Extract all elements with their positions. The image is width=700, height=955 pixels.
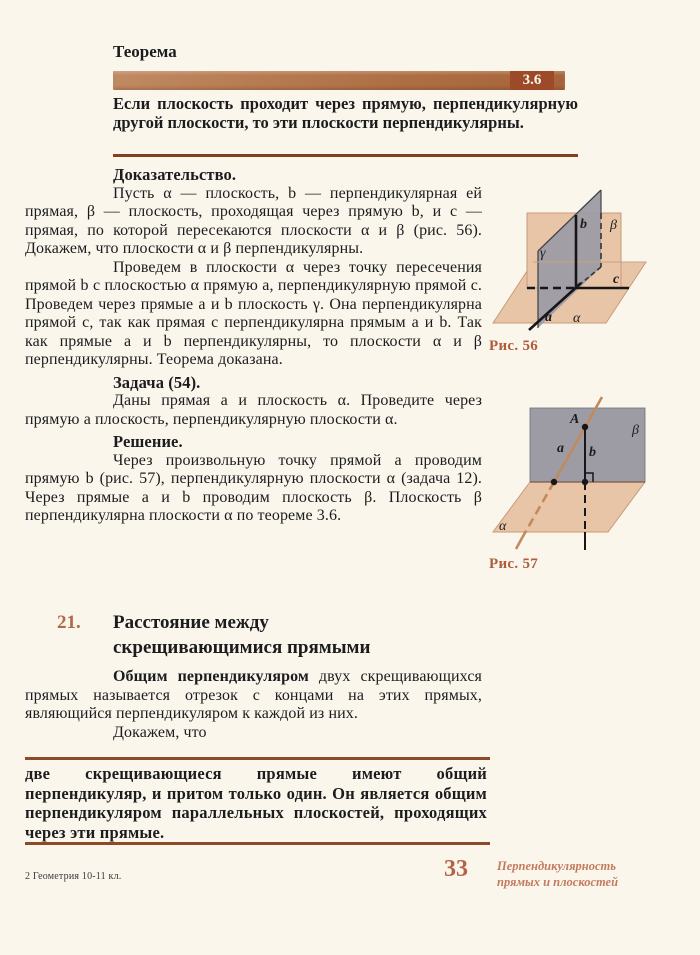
fig57-label-a: a: [557, 441, 564, 456]
fig57-label-b: b: [589, 445, 596, 460]
fig57-point-A: [582, 424, 588, 430]
page-number: 33: [444, 856, 468, 882]
fig57-line-a-tip: [516, 538, 522, 549]
proof-paragraph-1: Пусть α — плоскость, b — перпендикулярная ей прямая, β — плоскость, проходящая через прямую b, и c — прямая, по которой пересекаются плоскости α и β (рис. 56). Докажем, что плоскости α и β перпендикулярны.: [25, 184, 482, 257]
lead-in-line: Докажем, что: [113, 723, 207, 741]
fig56-label-alpha: α: [573, 311, 581, 326]
statement-divider-top: [25, 757, 490, 760]
running-title: [497, 858, 618, 890]
theorem-number-badge: 3.6: [510, 71, 554, 90]
proof-heading: Доказательство.: [113, 165, 237, 184]
definition-paragraph: [25, 668, 482, 724]
theorem-divider: [113, 154, 578, 157]
definition-rest: двух скрещивающихся прямых называется отрезок с концами на этих прямых, являющийся перпендикуляром к каждой из них.: [25, 668, 482, 722]
figure-56-caption: Рис. 56: [489, 338, 539, 354]
theorem-heading: Теорема: [113, 42, 177, 61]
fig56-label-b: b: [580, 217, 587, 232]
running-title-line2: прямых и плоскостей: [497, 875, 619, 889]
fig57-label-alpha: α: [499, 519, 507, 534]
fig56-label-c: c: [613, 272, 620, 287]
fig57-plane-alpha: [493, 482, 645, 532]
fig56-label-a: a: [545, 310, 552, 325]
statement-text: две скрещивающиеся прямые имеют общий перпендикуляр, и притом только один. Он является общим перпендикуляром параллельных плоскостей, проходящих через эти прямые.: [25, 764, 487, 842]
proof-paragraph-2: Проведем в плоскости α через точку пересечения прямой b с плоскостью α прямую a, перпендикулярную прямой c. Проведем через прямые a и b плоскость γ. Она перпендикулярна прямой c, так как прямая c перпендикулярна прямым a и b. Так как прямые a и b перпендикулярны, то плоскости α и β перпендикулярны. Теорема доказана.: [25, 258, 482, 368]
section-title: [113, 610, 493, 660]
fig57-point-b-foot: [582, 479, 588, 485]
section-title-line2: скрещивающимися прямыми: [113, 637, 371, 658]
fig57-plane-beta: [530, 408, 645, 482]
solution-text: Через произвольную точку прямой a проводим прямую b (рис. 57), перпендикулярную плоскости α (задача 12). Через прямые a и b проводим плоскость β. Плоскость β перпендикулярна плоскости α по теореме 3.6.: [25, 451, 482, 524]
figure-57-diagram: [485, 390, 690, 560]
statement-divider-bottom: [25, 842, 490, 845]
section-title-line1: Расстояние между: [113, 612, 269, 633]
figure-56-diagram: [485, 183, 685, 333]
main-text-column: [25, 166, 482, 526]
theorem-number-bar: [113, 71, 565, 90]
definition-term: Общим перпендикуляром: [113, 668, 309, 685]
fig56-label-beta: β: [610, 218, 617, 233]
task-text: Даны прямая a и плоскость α. Проведите через прямую a плоскость, перпендикулярную плоскости α.: [25, 392, 482, 428]
definition-block: [25, 668, 482, 742]
fig57-label-A: A: [570, 412, 580, 427]
solution-heading: Решение.: [113, 432, 183, 451]
fig57-label-beta: β: [632, 423, 639, 438]
running-title-line1: Перпендикулярность: [497, 859, 616, 873]
section-number: 21.: [57, 612, 81, 633]
footer-imprint: 2 Геометрия 10-11 кл.: [25, 871, 122, 882]
figure-57-caption: Рис. 57: [489, 556, 539, 572]
fig57-point-a-foot: [551, 479, 557, 485]
theorem-statement: Если плоскость проходит через прямую, перпендикулярную другой плоскости, то эти плоскости перпендикулярны.: [113, 94, 578, 132]
fig56-label-gamma: γ: [540, 246, 546, 261]
task-heading: Задача (54).: [113, 372, 201, 392]
